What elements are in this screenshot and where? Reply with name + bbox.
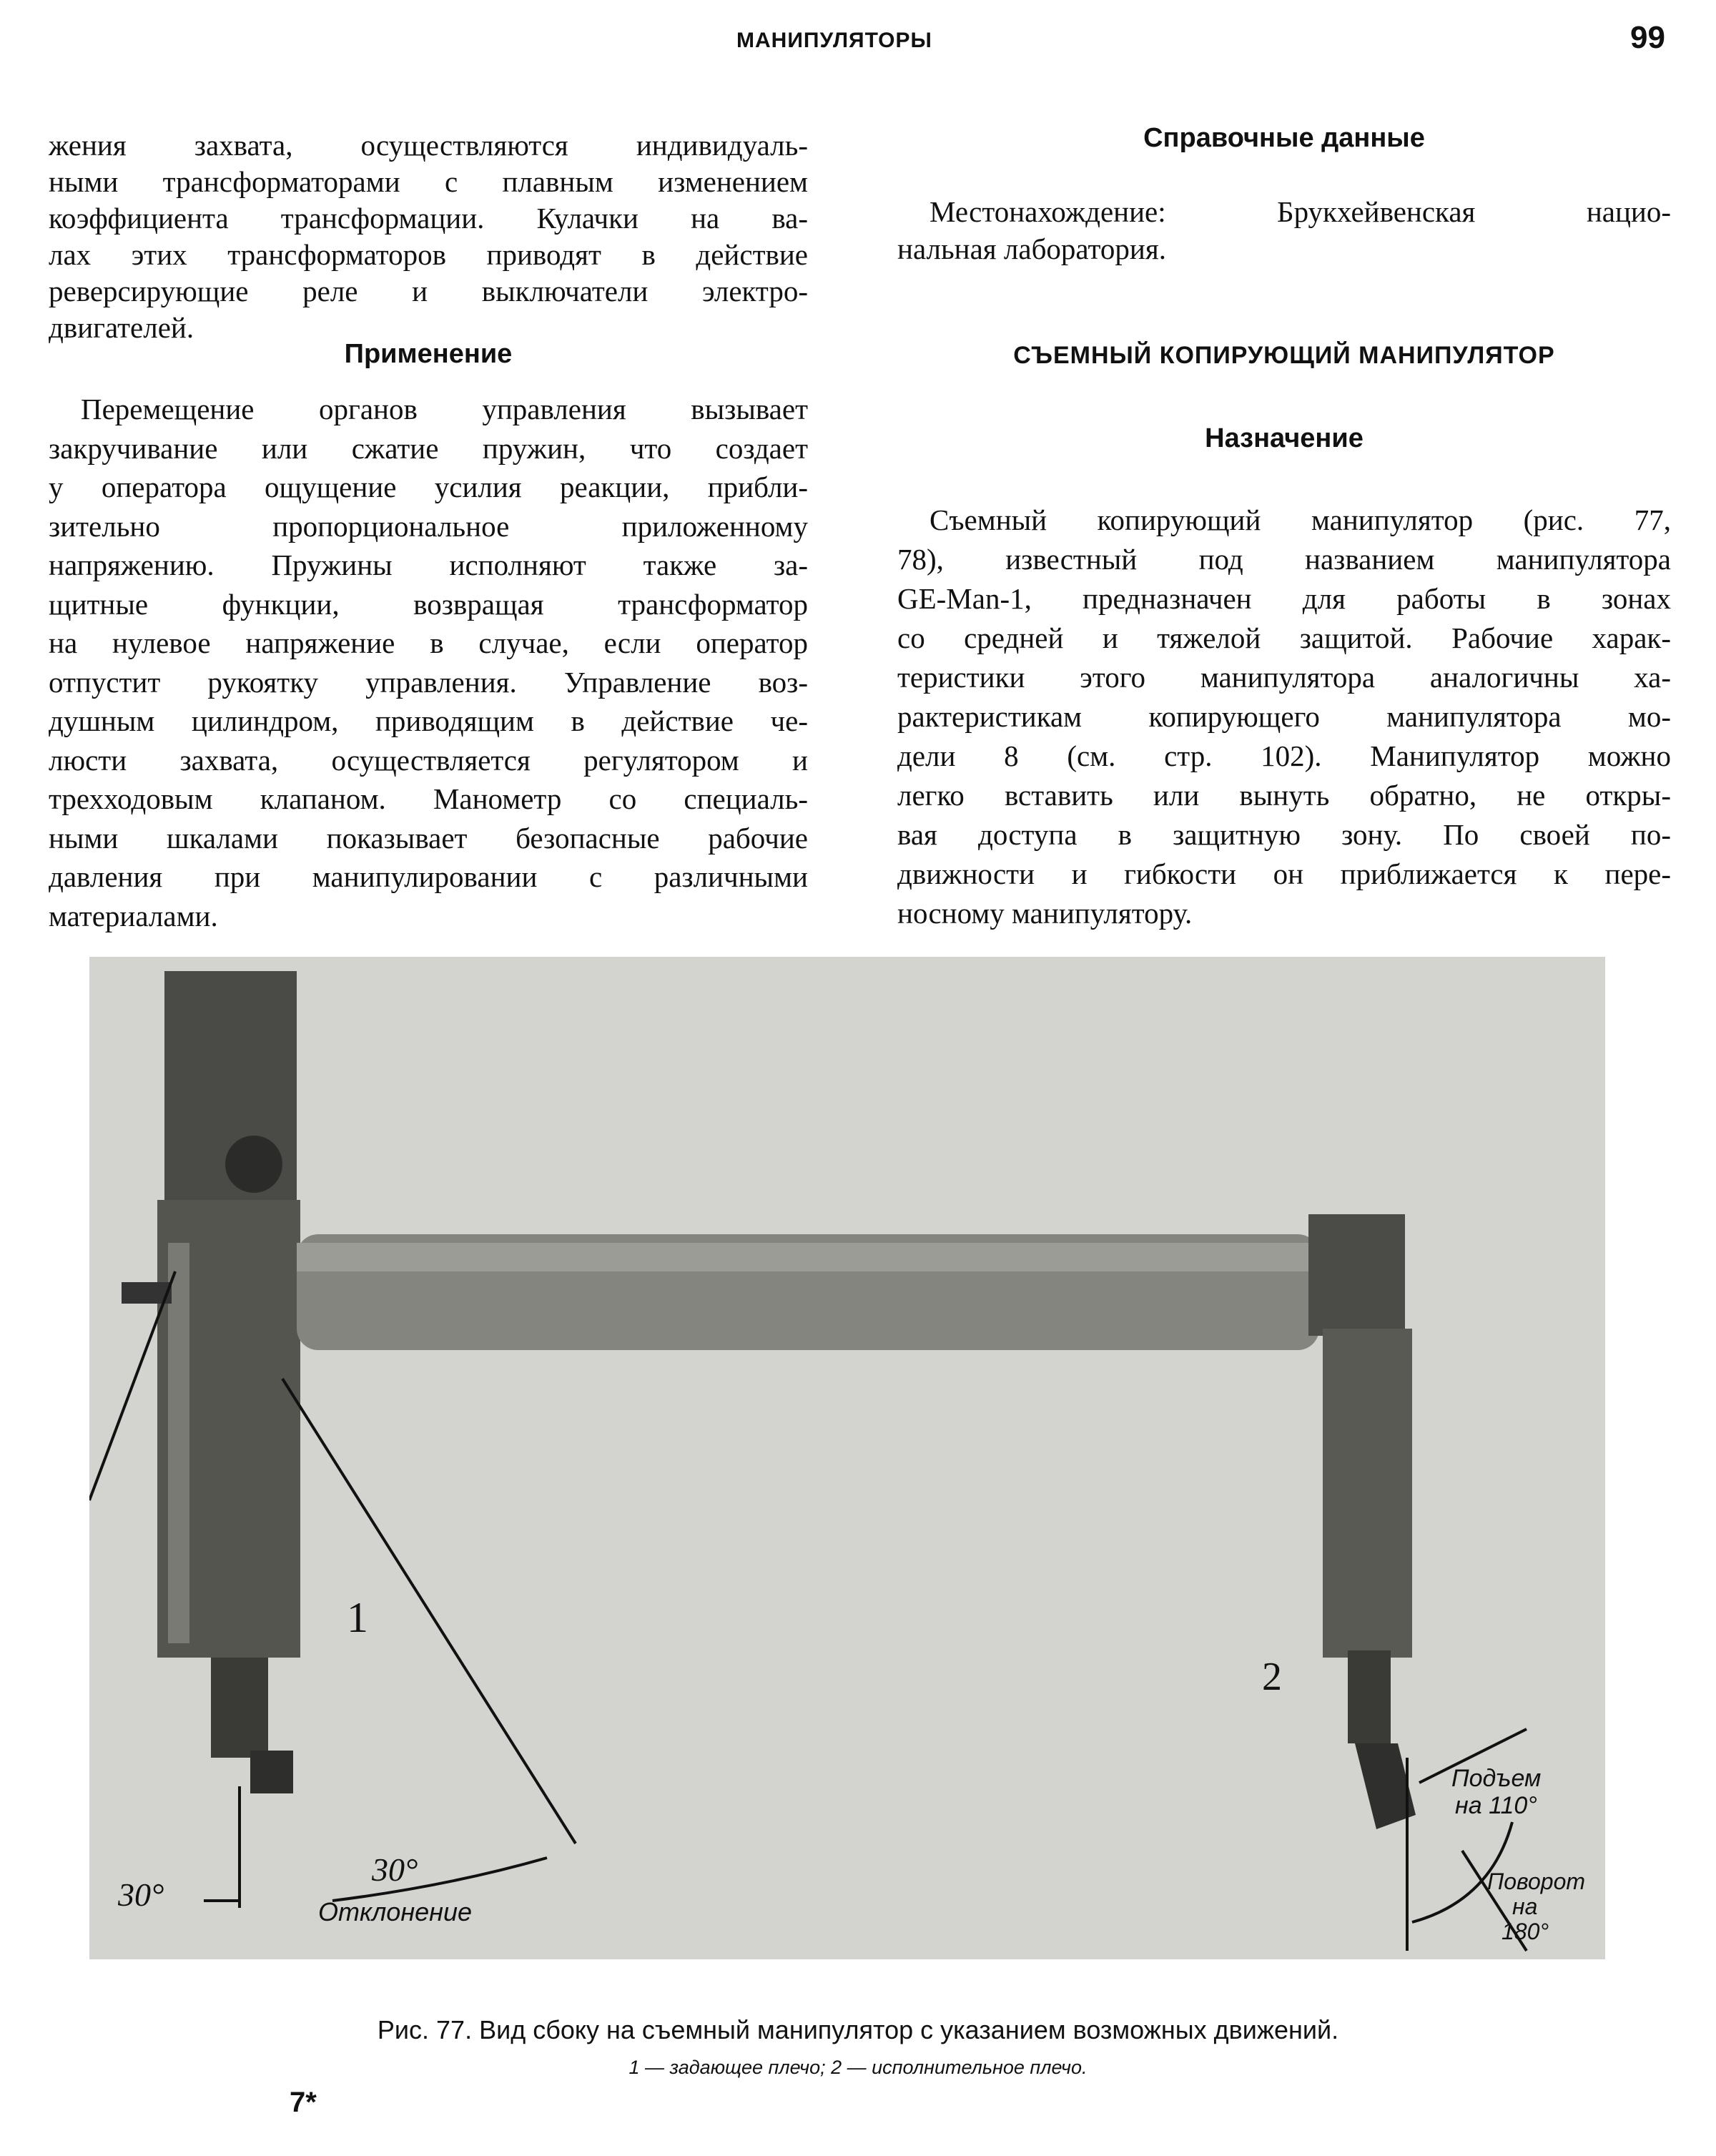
text-line: жения захвата, осуществляются индивидуаль- [49, 129, 808, 162]
text-line: реверсирующие реле и выключатели электро- [49, 275, 808, 307]
text-line: теристики этого манипулятора аналогичны ха- [897, 661, 1671, 694]
text-line: материалами. [49, 899, 218, 932]
purpose-paragraph [897, 501, 1671, 933]
lift-label-line1: Подъем [1451, 1765, 1542, 1792]
text-line: напряжению. Пружины исполняют также за- [49, 548, 808, 581]
text-line: закручивание или сжатие пружин, что создает [49, 431, 808, 465]
master-arm-gripper [211, 1658, 268, 1758]
section-heading-application: Применение [344, 339, 513, 369]
text-line: зительно пропорциональное приложенному [49, 509, 808, 543]
label-slave-arm: 2 [1262, 1655, 1282, 1699]
text-line: Съемный копирующий манипулятор (рис. 77, [930, 503, 1671, 536]
rotation-label-line3: 180° [1502, 1919, 1549, 1944]
text-line: 78), известный под названием манипулятора [897, 543, 1671, 576]
text-line: давления при манипулировании с различными [49, 860, 808, 893]
text-line: щитные функции, возвращая трансформатор [49, 587, 808, 621]
text-line: Местонахождение: Брукхейвенская нацио- [930, 195, 1671, 228]
text-line: ными шкалами показывает безопасные рабочие [49, 821, 808, 855]
angle-right-label: 30° [372, 1851, 418, 1888]
deflection-label: Отклонение [318, 1897, 472, 1926]
text-line: двигателей. [49, 311, 194, 344]
purpose-heading: Назначение [1205, 423, 1364, 453]
text-line: вая доступа в защитную зону. По своей по- [897, 818, 1671, 851]
running-title: МАНИПУЛЯТОРЫ [736, 29, 932, 52]
figure-subcaption: 1 — задающее плечо; 2 — исполнительное плечо. [628, 2057, 1088, 2078]
label-master-arm: 1 [347, 1594, 368, 1641]
reference-heading: Справочные данные [1143, 123, 1425, 153]
text-line: легко вставить или вынуть обратно, не откры- [897, 779, 1671, 812]
text-line: ными трансформаторами с плавным изменением [49, 165, 808, 198]
text-line: коэффициента трансформации. Кулачки на ва- [49, 202, 808, 235]
manipulator-illustration [89, 957, 1605, 1959]
signature-mark: 7* [290, 2087, 317, 2118]
rotation-label-line1: Поворот [1487, 1869, 1586, 1894]
text-line: GE-Man-1, предназначен для работы в зонах [897, 582, 1671, 615]
rotation-label-line2: на [1512, 1894, 1538, 1919]
angle-left-label: 30° [118, 1876, 164, 1913]
section-title: СЪЕМНЫЙ КОПИРУЮЩИЙ МАНИПУЛЯТОР [1013, 342, 1555, 369]
application-paragraph [49, 390, 808, 935]
text-line: носному манипулятору. [897, 897, 1193, 930]
text-line: люсти захвата, осуществляется регулятором и [49, 743, 808, 777]
location-paragraph [897, 193, 1671, 267]
text-line: лах этих трансформаторов приводят в действие [49, 238, 808, 271]
text-line: со средней и тяжелой защитой. Рабочие харак- [897, 621, 1671, 654]
text-line: рактеристикам копирующего манипулятора мо- [897, 700, 1671, 733]
text-line: отпустит рукоятку управления. Управление воз- [49, 665, 808, 699]
text-line: движности и гибкости он приближается к пере- [897, 857, 1671, 890]
figure-photo-manipulator [89, 957, 1605, 1959]
page-number: 99 [1630, 20, 1665, 55]
text-line: у оператора ощущение усилия реакции, прибли- [49, 471, 808, 503]
intro-paragraph [49, 127, 808, 346]
figure-caption: Рис. 77. Вид сбоку на съемный манипулятор с указанием возможных движений. [377, 2015, 1339, 2044]
text-line: дели 8 (см. стр. 102). Манипулятор можно [897, 739, 1671, 772]
slave-arm-body [1323, 1329, 1412, 1658]
lift-label-line2: на 110° [1455, 1792, 1537, 1819]
text-line: душным цилиндром, приводящим в действие че- [49, 704, 808, 737]
text-line: трехходовым клапаном. Манометр со специаль- [49, 782, 808, 815]
text-line: Перемещение органов управления вызывает [81, 393, 808, 425]
text-line: нальная лаборатория. [897, 232, 1166, 265]
slave-arm-elbow [1308, 1214, 1405, 1336]
text-line: на нулевое напряжение в случае, если оператор [49, 626, 808, 659]
